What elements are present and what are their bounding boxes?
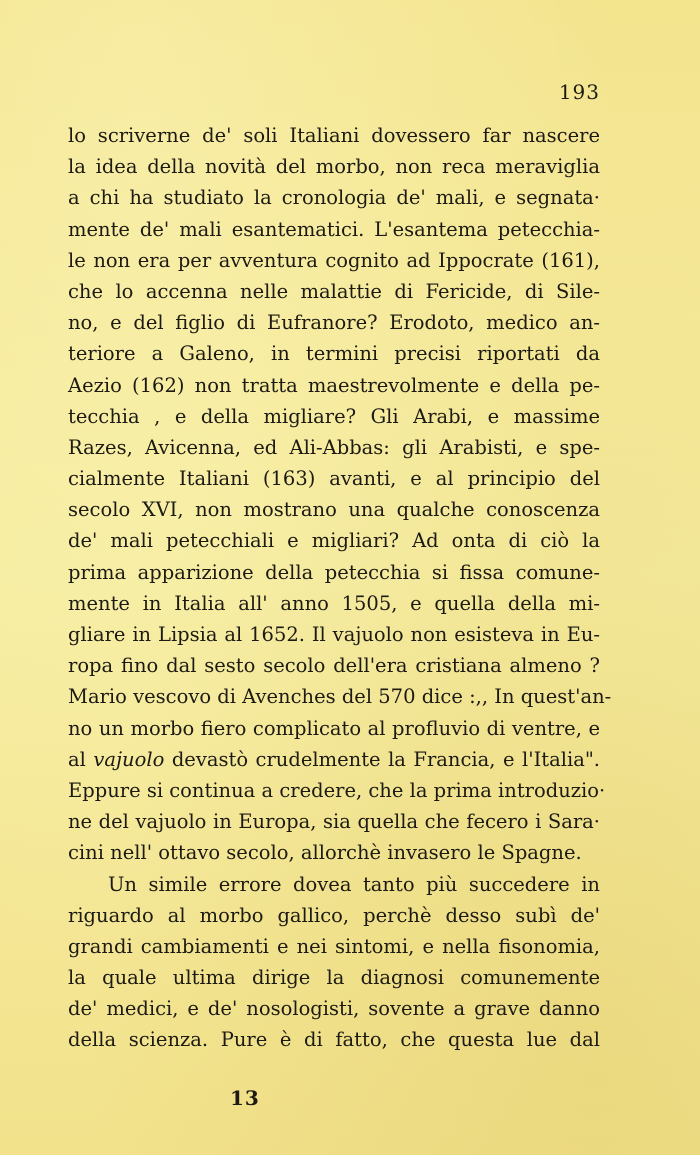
text-line: lo scriverne de' soli Italiani dovessero far nascere bbox=[68, 124, 600, 147]
text-line: a chi ha studiato la cronologia de' mali, e segnata· bbox=[68, 186, 600, 210]
text-line: Razes, Avicenna, ed Ali-Abbas: gli Arabisti, e spe- bbox=[68, 435, 600, 459]
text-line: cialmente Italiani (163) avanti, e al principio del bbox=[68, 467, 600, 491]
text-line bbox=[68, 744, 600, 775]
text-line: no un morbo fiero complicato al profluvio di ventre, e bbox=[68, 716, 600, 740]
text-line: Mario vescovo di Avenches del 570 dice :,, In quest'an- bbox=[68, 685, 612, 709]
page-number: 193 bbox=[558, 80, 600, 104]
italic-term: vajuolo bbox=[93, 747, 165, 771]
text-line: riguardo al morbo gallico, perchè desso subì de' bbox=[68, 903, 600, 927]
text-line: prima apparizione della petecchia si fissa comune- bbox=[68, 560, 600, 584]
text-line: ropa fino dal sesto secolo dell'era cristiana almeno ? bbox=[68, 654, 600, 678]
text-line: mente de' mali esantematici. L'esantema petecchia- bbox=[68, 217, 600, 241]
text-line: cini nell' ottavo secolo, allorchè invasero le Spagne. bbox=[68, 841, 582, 865]
text-line: tecchia , e della migliare? Gli Arabi, e massime bbox=[68, 404, 600, 428]
text-line: mente in Italia all' anno 1505, e quella della mi- bbox=[68, 591, 600, 615]
text-line: le non era per avventura cognito ad Ippocrate (161), bbox=[68, 248, 600, 272]
text-line: ne del vajuolo in Europa, sia quella che fecero i Sara· bbox=[68, 810, 600, 834]
text-line: teriore a Galeno, in termini precisi riportati da bbox=[68, 342, 600, 366]
text-line: no, e del figlio di Eufranore? Erodoto, medico an- bbox=[68, 311, 600, 335]
text-line: Eppure si continua a credere, che la prima introduzio· bbox=[68, 778, 606, 802]
text-line: de' medici, e de' nosologisti, sovente a grave danno bbox=[68, 997, 600, 1021]
text-line: della scienza. Pure è di fatto, che questa lue dal bbox=[68, 1028, 600, 1052]
text-line-part: al bbox=[68, 747, 94, 771]
text-line: grandi cambiamenti e nei sintomi, e nella fisonomia, bbox=[68, 934, 600, 958]
text-line: la idea della novità del morbo, non reca meraviglia bbox=[68, 155, 600, 179]
text-line: che lo accenna nelle malattie di Fericide, di Sile- bbox=[68, 279, 600, 303]
text-line: de' mali petecchiali e migliari? Ad onta di ciò la bbox=[68, 529, 600, 553]
text-line: Un simile errore dovea tanto più succedere in bbox=[108, 872, 600, 896]
text-line: Aezio (162) non tratta maestrevolmente e della pe- bbox=[68, 373, 600, 397]
signature-mark: 13 bbox=[230, 1086, 260, 1110]
text-line-part: devastò crudelmente la Francia, e l'Italia". bbox=[164, 747, 600, 771]
text-line: gliare in Lipsia al 1652. Il vajuolo non esisteva in Eu- bbox=[68, 623, 600, 646]
text-line: secolo XVI, non mostrano una qualche conoscenza bbox=[68, 498, 600, 522]
body-text bbox=[68, 120, 612, 1056]
text-line: la quale ultima dirige la diagnosi comunemente bbox=[68, 966, 600, 990]
